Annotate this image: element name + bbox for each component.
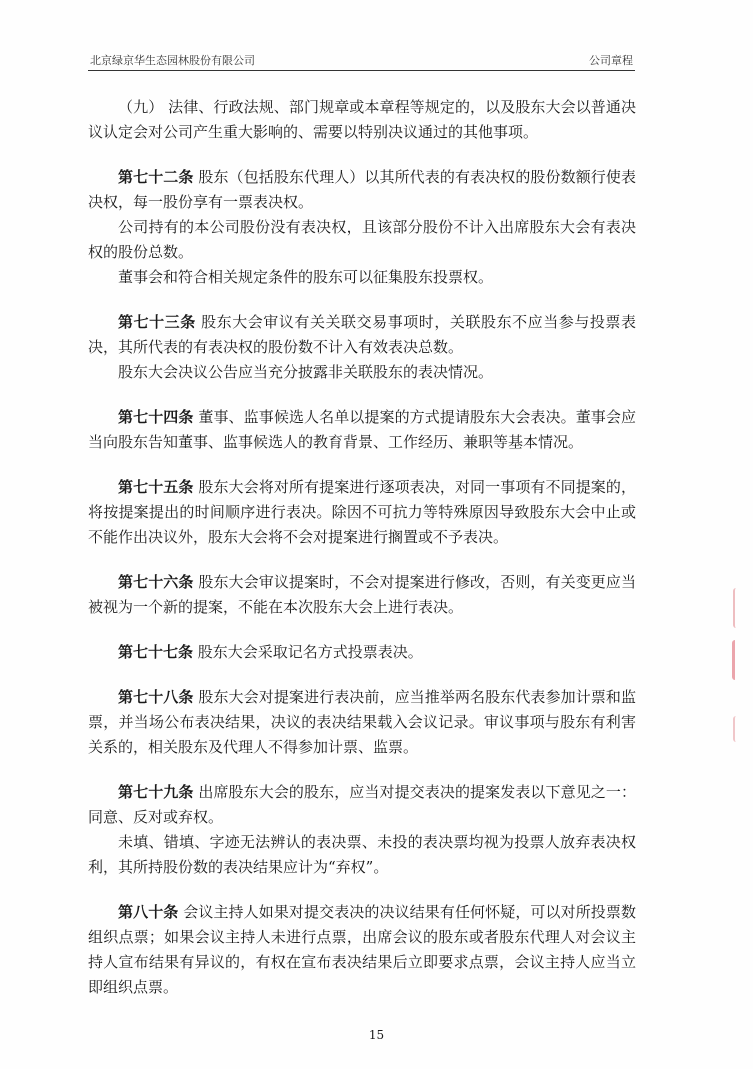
seal-fragment-mark: [732, 640, 749, 680]
article-item-9: [88, 95, 636, 145]
article-title: 第七十三条: [118, 313, 196, 331]
paragraph: 未填、错填、字迹无法辨认的表决票、未投的表决票均视为投票人放弃表决权利，其所持股份数的表决结果应计为“弃权”。: [88, 833, 636, 876]
paragraph: 第七十五条 股东大会将对所有提案进行逐项表决，对同一事项有不同提案的，将按提案提出的时间顺序进行表决。除因不可抗力等特殊原因导致股东大会中止或不能作出决议外，股东大会将不会对提案进行搁置或不予表决。: [88, 478, 636, 546]
document-body: [88, 95, 636, 1000]
header-company-name: 北京绿京华生态园林股份有限公司: [90, 54, 255, 67]
paragraph: 第七十九条 出席股东大会的股东，应当对提交表决的提案发表以下意见之一：同意、反对或弃权。: [88, 783, 636, 826]
paragraph: 第八十条 会议主持人如果对提交表决的决议结果有任何怀疑，可以对所投票数组织点票；如果会议主持人未进行点票，出席会议的股东或者股东代理人对会议主持人宣布结果有异议的，有权在宣布表决结果后立即要求点票，会议主持人应当立即组织点票。: [88, 903, 636, 996]
article-74: [88, 405, 636, 455]
paragraph: 公司持有的本公司股份没有表决权，且该部分股份不计入出席股东大会有表决权的股份总数。: [88, 218, 636, 261]
paragraph: 第七十七条 股东大会采取记名方式投票表决。: [118, 643, 423, 661]
page-header: [88, 52, 635, 71]
article-80: [88, 900, 636, 1000]
article-78: [88, 685, 636, 760]
paragraph: 股东大会决议公告应当充分披露非关联股东的表决情况。: [118, 363, 494, 381]
article-73: [88, 310, 636, 385]
paragraph: 第七十八条 股东大会对提案进行表决前，应当推举两名股东代表参加计票和监票，并当场公布表决结果，决议的表决结果载入会议记录。审议事项与股东有利害关系的，相关股东及代理人不得参加计票、监票。: [88, 688, 636, 756]
article-77: [88, 640, 636, 665]
paragraph: 第七十三条 股东大会审议有关关联交易事项时，关联股东不应当参与投票表决，其所代表的有表决权的股份数不计入有效表决总数。: [88, 313, 636, 356]
article-75: [88, 475, 636, 550]
article-title: 第七十八条: [118, 688, 194, 706]
paragraph: 第七十四条 董事、监事候选人名单以提案的方式提请股东大会表决。董事会应当向股东告知董事、监事候选人的教育背景、工作经历、兼职等基本情况。: [88, 408, 636, 451]
article-title: 第七十七条: [118, 643, 194, 661]
paragraph: 第七十二条 股东（包括股东代理人）以其所代表的有表决权的股份数额行使表决权，每一股份享有一票表决权。: [88, 168, 636, 211]
article-title: 第七十九条: [118, 783, 194, 801]
article-title: 第七十四条: [118, 408, 194, 426]
paragraph: 董事会和符合相关规定条件的股东可以征集股东投票权。: [118, 268, 494, 286]
article-title: 第七十二条: [118, 168, 194, 186]
seal-fragment-mark: [733, 588, 749, 628]
article-72: [88, 165, 636, 290]
article-79: [88, 780, 636, 880]
seal-fragment-mark: [733, 716, 749, 742]
article-title: 第七十五条: [118, 478, 194, 496]
page-number: 15: [368, 1028, 385, 1042]
header-document-type: 公司章程: [589, 54, 633, 67]
article-title: 第八十条: [118, 903, 179, 921]
paragraph: （九） 法律、行政法规、部门规章或本章程等规定的，以及股东大会以普通决议认定会对公司产生重大影响的、需要以特别决议通过的其他事项。: [88, 98, 636, 141]
article-title: 第七十六条: [118, 573, 194, 591]
article-76: [88, 570, 636, 620]
paragraph: 第七十六条 股东大会审议提案时，不会对提案进行修改，否则，有关变更应当被视为一个新的提案，不能在本次股东大会上进行表决。: [88, 573, 636, 616]
